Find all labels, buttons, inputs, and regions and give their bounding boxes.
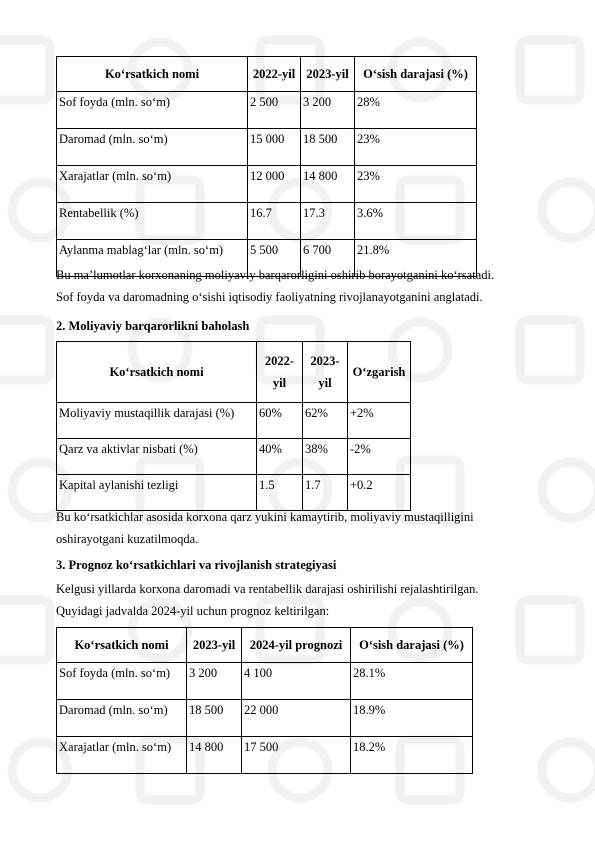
table-cell: 38% bbox=[303, 439, 348, 475]
column-header: Ko‘rsatkich nomi bbox=[57, 342, 257, 403]
table-cell: +0.2 bbox=[348, 475, 411, 511]
table-cell: Rentabellik (%) bbox=[57, 203, 248, 240]
table-cell: Kapital aylanishi tezligi bbox=[57, 475, 257, 511]
table-cell: Sof foyda (mln. so‘m) bbox=[57, 92, 248, 129]
table-cell: 22 000 bbox=[242, 700, 351, 737]
indicators-growth-table bbox=[56, 56, 477, 277]
table-cell: 21.8% bbox=[355, 240, 477, 277]
table-cell: -2% bbox=[348, 439, 411, 475]
table-row bbox=[57, 737, 473, 774]
table-cell: 23% bbox=[355, 129, 477, 166]
column-header: 2023-yil bbox=[187, 628, 242, 663]
table-cell: 40% bbox=[257, 439, 303, 475]
table-cell: 4 100 bbox=[242, 663, 351, 700]
table-row bbox=[57, 92, 477, 129]
paragraph-line: Kelgusi yillarda korxona daromadi va rentabellik darajasi oshirilishi rejalashtirilgan. bbox=[56, 582, 479, 596]
table-cell: Xarajatlar (mln. so‘m) bbox=[57, 737, 187, 774]
table-cell: 17.3 bbox=[301, 203, 355, 240]
column-header: 2024-yil prognozi bbox=[242, 628, 351, 663]
column-header: 2022-yil bbox=[248, 57, 301, 92]
table-cell: 18.9% bbox=[351, 700, 473, 737]
table-row bbox=[57, 166, 477, 203]
column-header: 2023-yil bbox=[303, 342, 348, 403]
table-cell: 12 000 bbox=[248, 166, 301, 203]
table-cell: Daromad (mln. so‘m) bbox=[57, 129, 248, 166]
table-cell: 18.2% bbox=[351, 737, 473, 774]
table-cell: 16.7 bbox=[248, 203, 301, 240]
table-cell: 18 500 bbox=[301, 129, 355, 166]
paragraph-line: Sof foyda va daromadning o‘sishi iqtisodiy faoliyatning rivojlanayotganini anglatadi. bbox=[56, 290, 483, 304]
column-header: 2022-yil bbox=[257, 342, 303, 403]
table-cell: 62% bbox=[303, 403, 348, 439]
paragraph-line: Bu ma’lumotlar korxonaning moliyaviy barqarorligini oshirib borayotganini ko‘rsatadi. bbox=[56, 268, 495, 282]
paragraph-line: Bu ko‘rsatkichlar asosida korxona qarz yukini kamaytirib, moliyaviy mustaqilligini bbox=[56, 510, 474, 524]
stability-assessment-table bbox=[56, 341, 411, 511]
table-row bbox=[57, 663, 473, 700]
table-cell: 28.1% bbox=[351, 663, 473, 700]
column-header: O‘zgarish bbox=[348, 342, 411, 403]
table-cell: Xarajatlar (mln. so‘m) bbox=[57, 166, 248, 203]
table-header-row bbox=[57, 57, 477, 92]
paragraph-financial-summary bbox=[56, 264, 556, 308]
column-header: Ko‘rsatkich nomi bbox=[57, 628, 187, 663]
table-header-row bbox=[57, 342, 411, 403]
column-header: O‘sish darajasi (%) bbox=[351, 628, 473, 663]
column-header: O‘sish darajasi (%) bbox=[355, 57, 477, 92]
table-cell: Qarz va aktivlar nisbati (%) bbox=[57, 439, 257, 475]
table-row bbox=[57, 403, 411, 439]
table-cell: 1.5 bbox=[257, 475, 303, 511]
table-row bbox=[57, 700, 473, 737]
table-cell: 2 500 bbox=[248, 92, 301, 129]
section-heading: 2. Moliyaviy barqarorlikni baholash bbox=[56, 319, 250, 333]
table-cell: 23% bbox=[355, 166, 477, 203]
table-cell: +2% bbox=[348, 403, 411, 439]
table-cell: 6 700 bbox=[301, 240, 355, 277]
table-header-row bbox=[57, 628, 473, 663]
section-heading: 3. Prognoz ko‘rsatkichlari va rivojlanish strategiyasi bbox=[56, 558, 337, 572]
table-cell: 17 500 bbox=[242, 737, 351, 774]
table-cell: Moliyaviy mustaqillik darajasi (%) bbox=[57, 403, 257, 439]
table-cell: Daromad (mln. so‘m) bbox=[57, 700, 187, 737]
forecast-table bbox=[56, 627, 473, 774]
table-row bbox=[57, 203, 477, 240]
table-cell: 5 500 bbox=[248, 240, 301, 277]
column-header: Ko‘rsatkich nomi bbox=[57, 57, 248, 92]
table-row bbox=[57, 129, 477, 166]
table-cell: 3 200 bbox=[301, 92, 355, 129]
table-cell: 14 800 bbox=[187, 737, 242, 774]
paragraph-forecast-intro bbox=[56, 578, 556, 622]
table-cell: 15 000 bbox=[248, 129, 301, 166]
paragraph-stability-note bbox=[56, 506, 556, 550]
paragraph-line: oshirayotgani kuzatilmoqda. bbox=[56, 532, 199, 546]
table-cell: 28% bbox=[355, 92, 477, 129]
table-cell: Sof foyda (mln. so‘m) bbox=[57, 663, 187, 700]
table-cell: 3.6% bbox=[355, 203, 477, 240]
table-cell: 18 500 bbox=[187, 700, 242, 737]
table-cell: Aylanma mablag‘lar (mln. so‘m) bbox=[57, 240, 248, 277]
table-cell: 14 800 bbox=[301, 166, 355, 203]
column-header: 2023-yil bbox=[301, 57, 355, 92]
table-cell: 1.7 bbox=[303, 475, 348, 511]
table-row bbox=[57, 439, 411, 475]
paragraph-line: Quyidagi jadvalda 2024-yil uchun prognoz keltirilgan: bbox=[56, 604, 330, 618]
table-cell: 60% bbox=[257, 403, 303, 439]
table-cell: 3 200 bbox=[187, 663, 242, 700]
